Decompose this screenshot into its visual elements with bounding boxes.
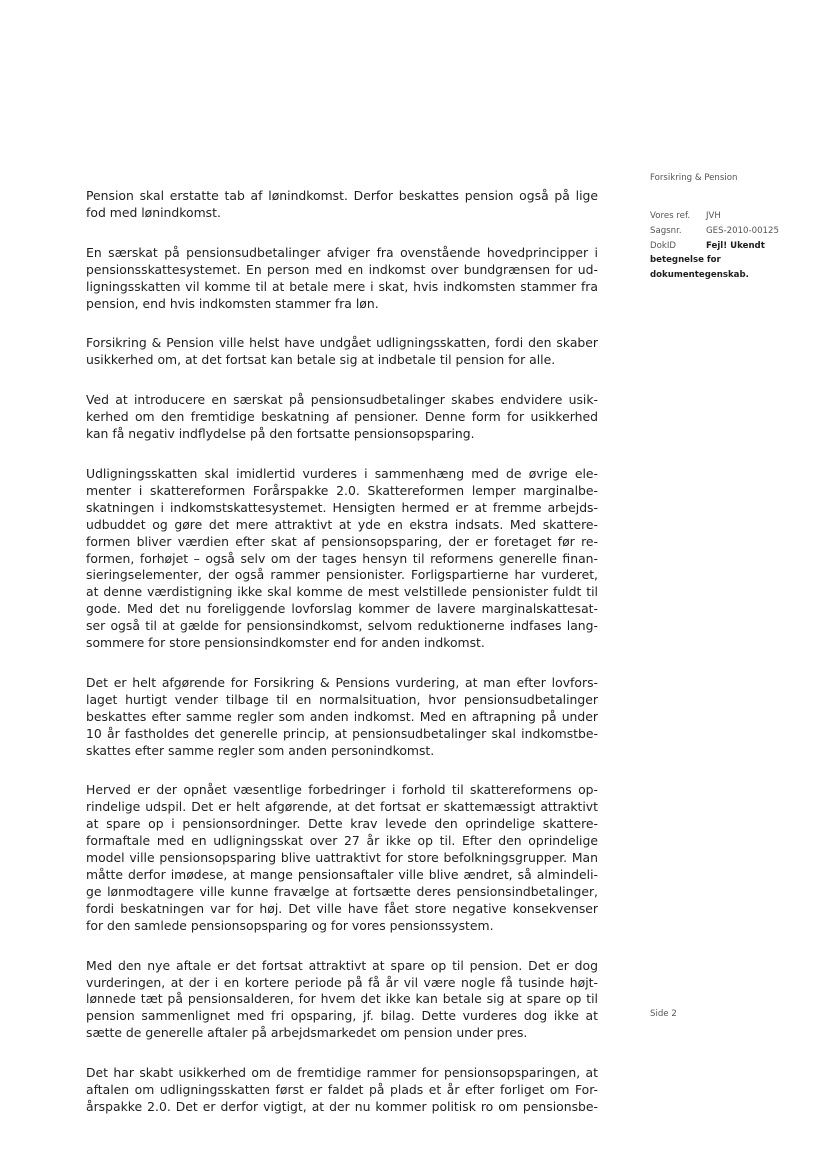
text-line: pensionsskattesystemet. En person med en indkomst over bundgrænsen for ud-	[86, 261, 598, 277]
text-line: skatningen i indkomstskattesystemet. Hensigten hermed er at fremme arbejds-	[86, 499, 598, 515]
text-line: sieringselementer, der også rammer pensionister. Forligspartierne har vurderet,	[86, 567, 598, 583]
reference-value: JVH	[706, 210, 721, 221]
text-line: at spare op i pensionsordninger. Dette krav levede den oprindelige skattere-	[86, 816, 598, 832]
text-line: Forsikring & Pension ville helst have undgået udligningsskatten, fordi den skaber	[86, 335, 598, 351]
text-line: pension sammenlignet med fri opsparing, jf. bilag. Dette vurderes dog ikke at	[86, 1008, 598, 1024]
body-paragraph	[86, 335, 598, 369]
sender-organization: Forsikring & Pension	[650, 173, 738, 183]
text-line: formen, forhøjet – også selv om der tages hensyn til reformens generelle finan-	[86, 550, 598, 566]
text-line: Ved at introducere en særskat på pensionsudbetalinger skabes endvidere usik-	[86, 392, 598, 408]
reference-label: Vores ref.	[650, 210, 691, 221]
text-line: måtte derfor imødese, at mange pensionsaftaler ville blive ændret, så almindeli-	[86, 867, 598, 882]
body-paragraph	[86, 392, 598, 443]
body-paragraph	[86, 188, 598, 222]
text-line: Det har skabt usikkerhed om de fremtidige rammer for pensionsopsparingen, at	[86, 1065, 598, 1081]
text-line: beskattes efter samme regler som anden indkomst. Med en aftrapning på under	[86, 708, 598, 724]
text-line: Med den nye aftale er det fortsat attraktivt at spare op til pension. Det er dog	[86, 957, 598, 973]
document-id-value: Fejl! Ukendt	[706, 240, 765, 251]
text-line: sommere for store pensionsindkomster end for anden indkomst.	[86, 635, 485, 651]
document-id-error-line-3: dokumentegenskab.	[650, 270, 749, 280]
text-line: model ville pensionsopsparing blive uattraktivt for store befolkningsgrupper. Man	[86, 850, 598, 866]
text-line: skattes efter samme regler som anden personindkomst.	[86, 742, 435, 758]
text-line: pension, end hvis indkomsten stammer fra løn.	[86, 295, 379, 311]
body-paragraph	[86, 1065, 598, 1116]
document-id-label: DokID	[650, 240, 677, 251]
text-line: kerhed om den fremtidige beskatning af pensioner. Denne form for usikkerhed	[86, 409, 598, 425]
page-number: Side 2	[650, 1009, 677, 1019]
text-line: formaftale med en udligningsskat over 27 år ikke op til. Efter den oprindelige	[86, 833, 598, 849]
text-line: Det er helt afgørende for Forsikring & Pensions vurdering, at man efter lovfors-	[86, 674, 598, 690]
reference-row	[650, 208, 810, 223]
case-number-row	[650, 223, 810, 238]
text-line: ligningsskatten vil komme til at betale mere i skat, hvis indkomsten stammer fra	[86, 278, 598, 294]
text-line: fordi beskatningen var for høj. Det ville have fået store negative konsekvenser	[86, 900, 598, 916]
text-line: sætte de generelle aftaler på arbejdsmarkedet om pension under pres.	[86, 1025, 528, 1041]
letter-body	[86, 188, 598, 1139]
case-number-value: GES-2010-00125	[706, 225, 779, 236]
text-line: udbuddet og gøre det mere attraktivt at yde en ekstra indsats. Med skattere-	[86, 516, 598, 532]
body-paragraph	[86, 245, 598, 313]
text-line: Herved er der opnået væsentlige forbedringer i forhold til skattereformens op-	[86, 782, 598, 798]
text-line: formen bliver værdien efter skat af pensionsopsparing, der er foretaget før re-	[86, 533, 598, 549]
text-line: 10 år fastholdes det generelle princip, at pensionsudbetalinger skal indkomstbe-	[86, 725, 598, 741]
text-line: Udligningsskatten skal imidlertid vurderes i sammenhæng med de øvrige ele-	[86, 465, 598, 481]
text-line: for den samlede pensionsopsparing og for vores pensionssystem.	[86, 917, 494, 933]
document-id-error-line-2: betegnelse for	[650, 255, 721, 265]
text-line: vurderingen, at der i en kortere periode på få år vil være nogle få tusinde højt-	[86, 974, 598, 990]
text-line: Pension skal erstatte tab af lønindkomst. Derfor beskattes pension også på lige	[86, 188, 598, 203]
letterhead-sidebar	[650, 173, 810, 283]
text-line: lønnede tæt på pensionsalderen, for hvem det ikke kan betale sig at spare op til	[86, 991, 598, 1007]
text-line: ser også til at gælde for pensionsindkomst, selvom reduktionerne indfases lang-	[86, 618, 598, 634]
body-paragraph	[86, 782, 598, 934]
text-line: En særskat på pensionsudbetalinger afviger fra ovenstående hovedprincipper i	[86, 244, 598, 260]
case-number-label: Sagsnr.	[650, 225, 682, 236]
text-line: usikkerhed om, at det fortsat kan betale sig at indbetale til pension for alle.	[86, 352, 556, 368]
text-line: gode. Med det nu foreliggende lovforslag kommer de lavere marginalskattesat-	[86, 601, 598, 617]
text-line: kan få negativ indflydelse på den fortsatte pensionsopsparing.	[86, 426, 475, 442]
text-line: ge lønmodtagere ville kunne fravælge at fortsætte deres pensionsindbetalinger,	[86, 883, 598, 899]
text-line: menter i skattereformen Forårspakke 2.0. Skattereformen lemper marginalbe-	[86, 482, 598, 498]
text-line: laget hurtigt vender tilbage til en normalsituation, hvor pensionsudbetalinger	[86, 691, 598, 707]
text-line: rindelige udspil. Det er helt afgørende, at det fortsat er skattemæssigt attraktivt	[86, 799, 598, 815]
document-id-row	[650, 238, 810, 253]
body-paragraph	[86, 958, 598, 1043]
text-line: aftalen om udligningsskatten først er faldet på plads et år efter forliget om For-	[86, 1082, 598, 1098]
text-line: fod med lønindkomst.	[86, 204, 221, 220]
body-paragraph	[86, 675, 598, 760]
text-line: årspakke 2.0. Det er derfor vigtigt, at der nu kommer politisk ro om pensionsbe-	[86, 1098, 598, 1114]
body-paragraph	[86, 466, 598, 652]
text-line: at denne værdistigning ikke skal komme de mest velstillede pensionister fuldt til	[86, 584, 598, 600]
